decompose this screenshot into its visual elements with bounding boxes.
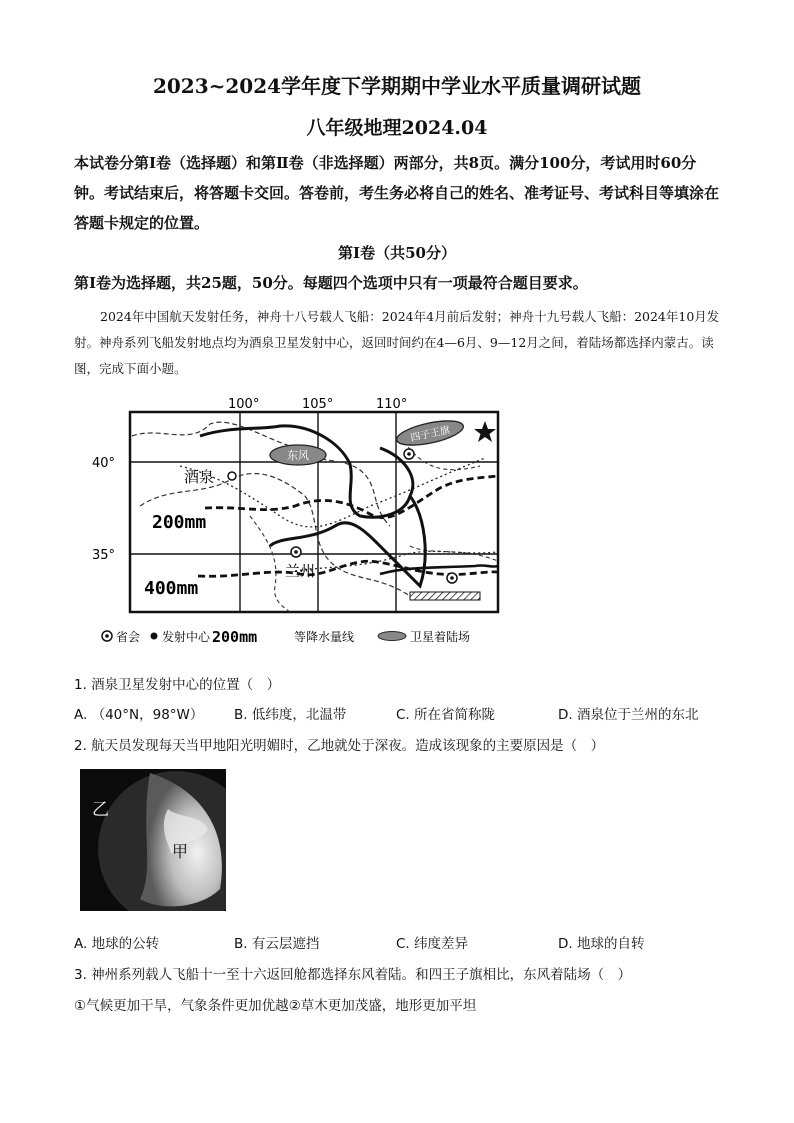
lon-label-105: 105° xyxy=(302,397,334,412)
q1-option-b[interactable]: B. 低纬度，北温带 xyxy=(234,707,347,723)
exam-instructions: 本试卷分第Ⅰ卷（选择题）和第Ⅱ卷（非选择题）两部分，共8页。满分100分，考试用时60分钟。考试结束后，将答题卡交回。答卷前，考生务必将自己的姓名、准考证号、考试科目等填涂在答题卡规定的位置。 xyxy=(74,154,720,232)
lat-label-40: 40° xyxy=(92,456,116,471)
capital-icon xyxy=(294,550,298,554)
capital-icon xyxy=(450,576,454,580)
exam-subtitle: 八年级地理2024.04 xyxy=(306,117,488,139)
earth-photo xyxy=(80,769,226,911)
label-lanzhou: 兰州 xyxy=(285,562,316,580)
isohyet-label-400: 400mm xyxy=(144,578,199,599)
photo-label-jia: 甲 xyxy=(172,842,189,861)
question-1-stem: 1. 酒泉卫星发射中心的位置（ ） xyxy=(74,677,281,693)
lon-label-100: 100° xyxy=(228,397,260,412)
earth-photo-image xyxy=(80,769,226,911)
q1-option-c[interactable]: C. 所在省简称陇 xyxy=(396,707,496,723)
legend-launch-icon xyxy=(151,633,158,640)
map-figure xyxy=(80,396,508,658)
q2-option-b[interactable]: B. 有云层遮挡 xyxy=(234,936,320,952)
legend-isohyet: 等降水量线 xyxy=(294,630,355,644)
reading-passage: 2024年中国航天发射任务，神舟十八号载人飞船：2024年4月前后发射；神舟十九号载人飞船：2024年10月发射。神舟系列飞船发射地点均为酒泉卫星发射中心，返回时间约在4—6月、9—12月之间，着陆场都选择内蒙古。读图，完成下面小题。 xyxy=(74,309,720,376)
photo-label-yi: 乙 xyxy=(92,800,109,820)
question-3-line2: ①气候更加干旱，气象条件更加优越②草木更加茂盛，地形更加平坦 xyxy=(74,998,477,1014)
section-title: 第Ⅰ卷（共50分） xyxy=(338,244,456,262)
label-dongfeng: 东风 xyxy=(287,449,309,462)
legend-landing: 卫星着陆场 xyxy=(410,630,471,644)
q2-option-a[interactable]: A. 地球的公转 xyxy=(74,936,160,952)
label-siziwang: 四子王旗 xyxy=(409,424,452,445)
lat-label-35: 35° xyxy=(92,548,116,563)
lon-label-110: 110° xyxy=(376,397,408,412)
section-note: 第Ⅰ卷为选择题，共25题，50分。每题四个选项中只有一项最符合题目要求。 xyxy=(74,274,588,292)
legend-capital-icon xyxy=(105,634,109,638)
q1-option-a[interactable]: A. （40°N，98°W） xyxy=(74,707,204,723)
q2-option-d[interactable]: D. 地球的自转 xyxy=(558,936,645,952)
q2-option-c[interactable]: C. 纬度差异 xyxy=(396,936,469,952)
exam-title: 2023~2024学年度下学期期中学业水平质量调研试题 xyxy=(152,74,642,98)
isohyet-label-200: 200mm xyxy=(152,512,207,533)
capital-icon xyxy=(407,452,411,456)
question-2-stem: 2. 航天员发现每天当甲地阳光明媚时，乙地就处于深夜。造成该现象的主要原因是（ ） xyxy=(74,738,605,754)
hatched-strip xyxy=(410,592,480,600)
q1-option-d[interactable]: D. 酒泉位于兰州的东北 xyxy=(558,707,699,723)
legend-landing-icon xyxy=(378,632,406,641)
question-3-stem: 3. 神州系列载人飞船十一至十六返回舱都选择东风着陆。和四王子旗相比，东风着陆场（ ） xyxy=(74,967,632,983)
legend-isohyet-sample: 200mm xyxy=(212,628,258,646)
capital-icon xyxy=(228,472,236,480)
legend-capital: 省会 xyxy=(116,630,141,644)
label-jiuquan: 酒泉 xyxy=(184,468,215,486)
legend-launch: 发射中心 xyxy=(162,630,211,644)
